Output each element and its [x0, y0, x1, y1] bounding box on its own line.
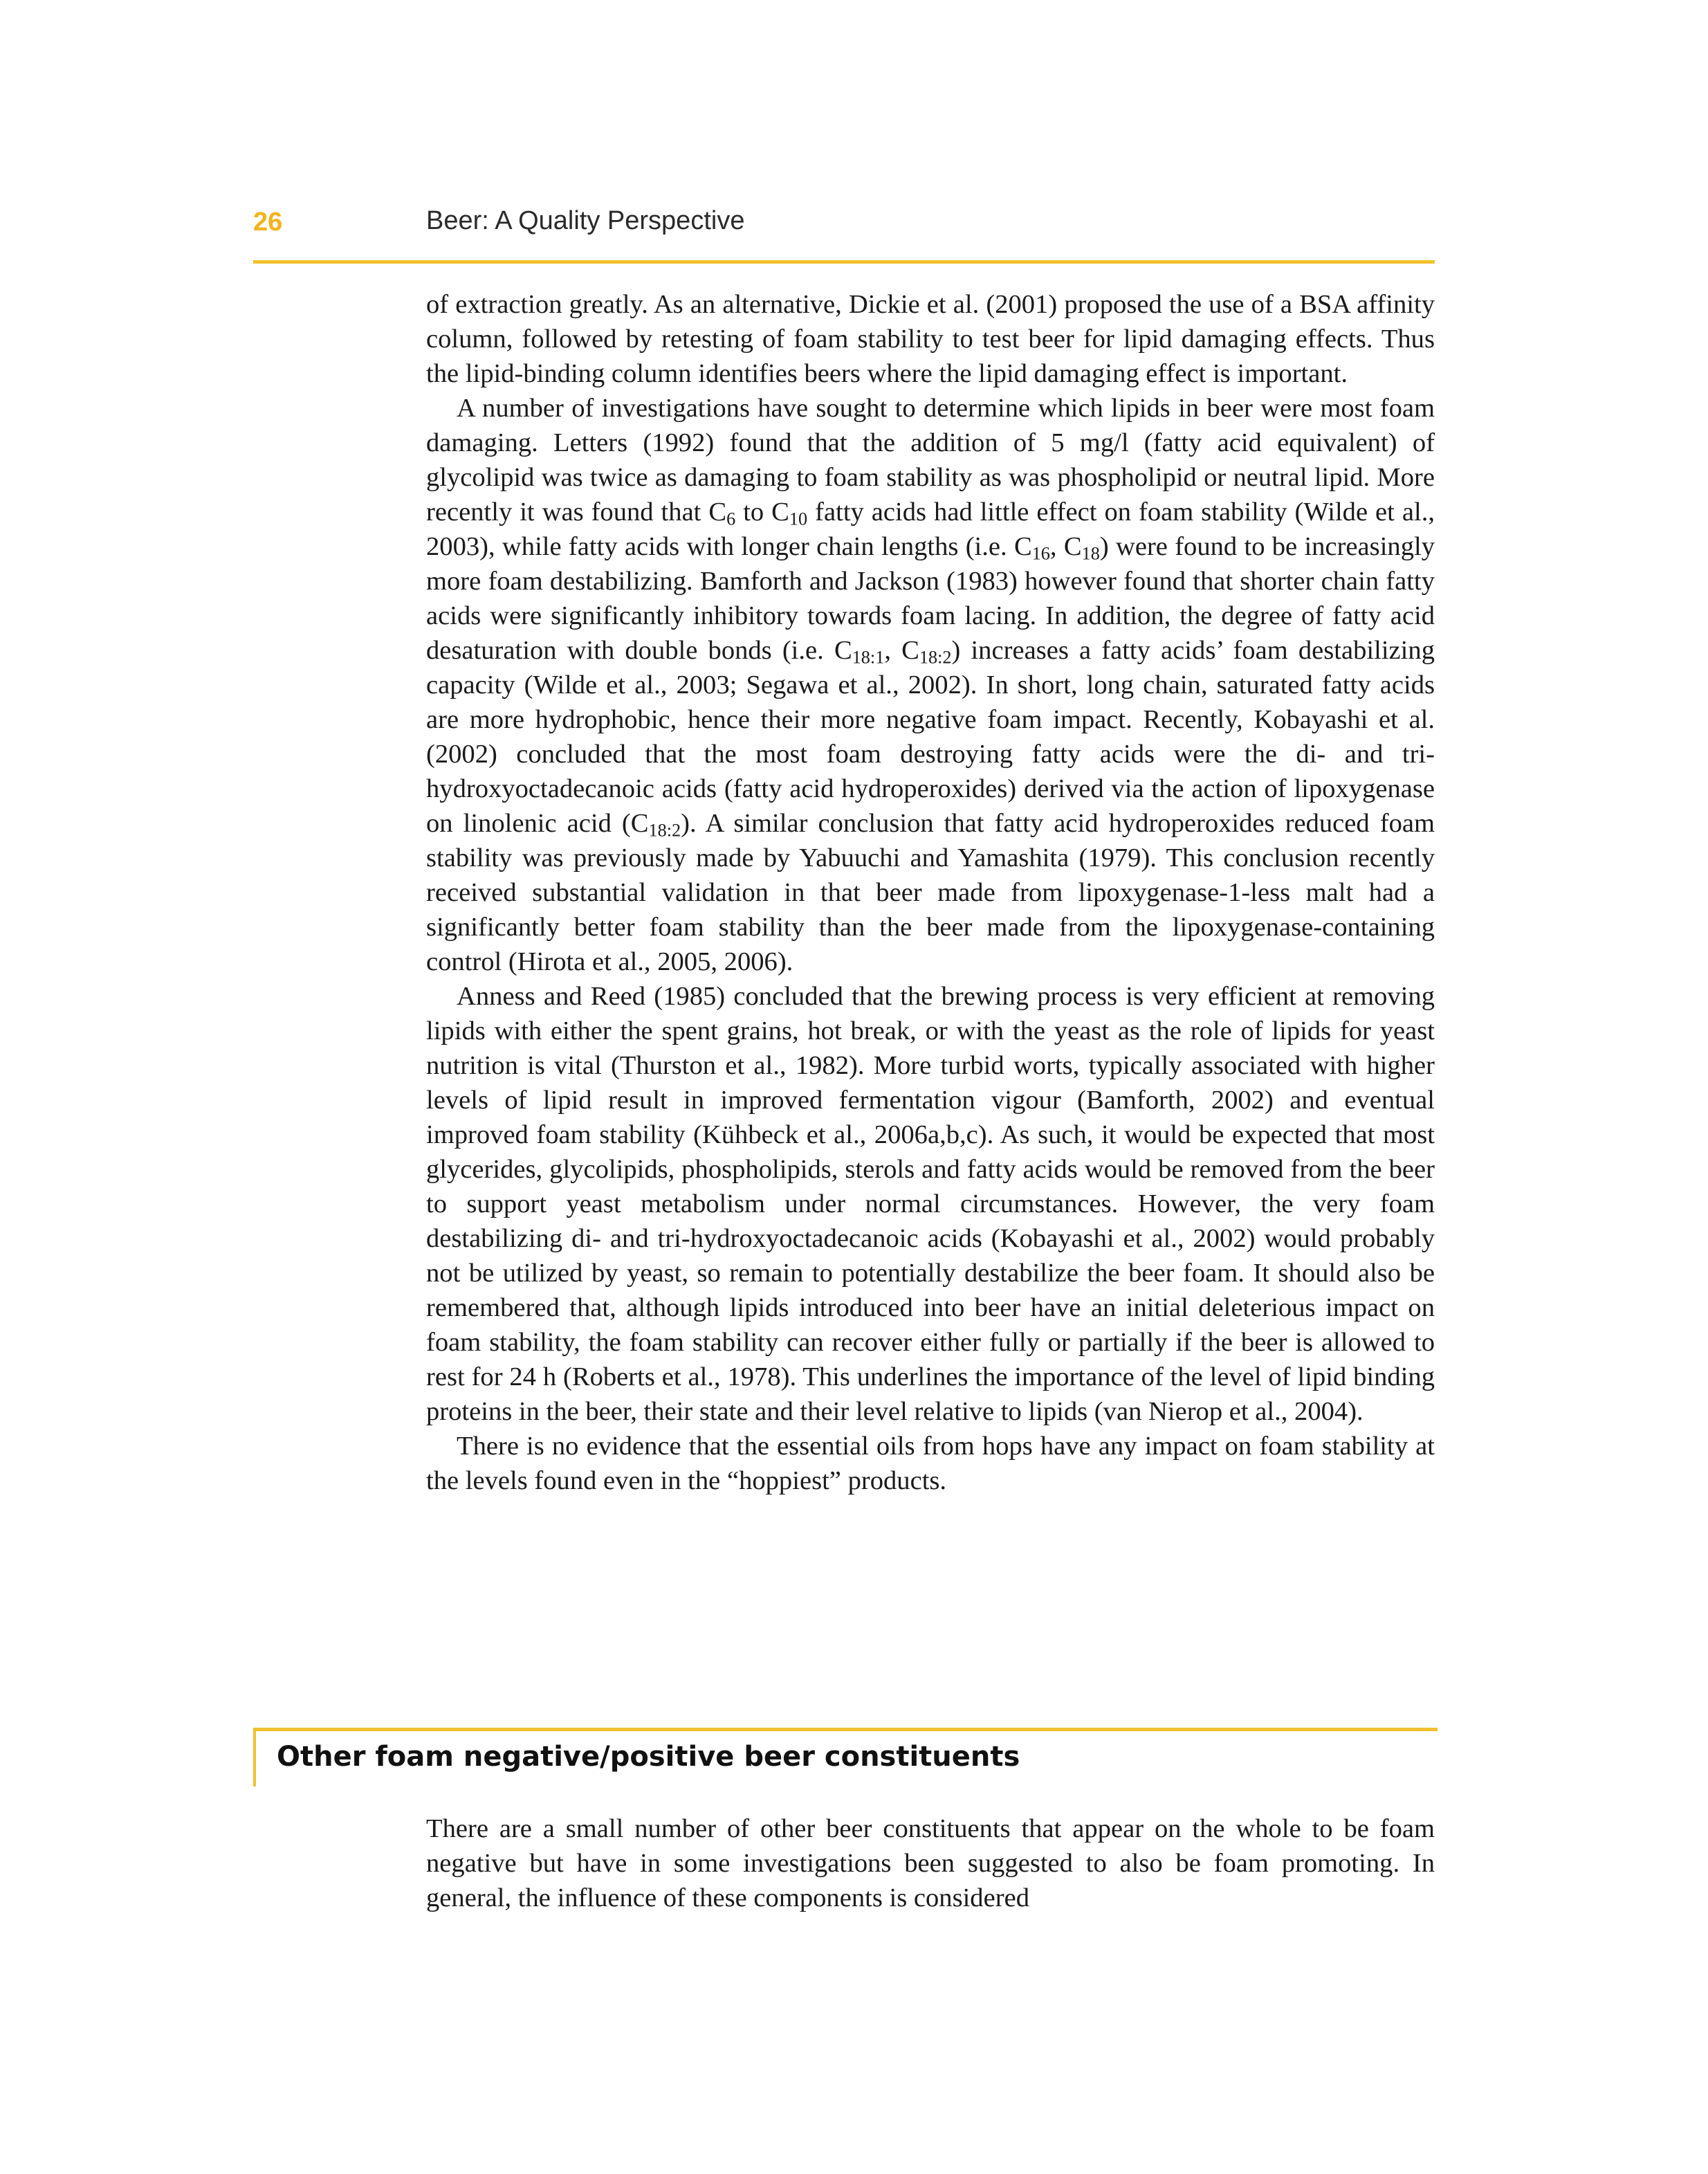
subscript: 18:1 — [852, 647, 885, 668]
paragraph-2-text: , C — [884, 636, 919, 665]
paragraph-2 — [426, 391, 1435, 979]
subscript: 18:2 — [919, 647, 952, 668]
paragraph-1: of extraction greatly. As an alternative, Dickie et al. (2001) proposed the use of a BSA affinity column, followed by retesting of foam stability to test beer for lipid damaging effects. Thus the lipid-binding column identifies beers where the lipid damaging effect is important. — [426, 290, 1435, 388]
subscript: 10 — [789, 509, 808, 529]
paragraph-5: There are a small number of other beer constituents that appear on the whole to be foam negative but have in some investigations been suggested to also be foam promoting. In general, the influence of these components is considered — [426, 1814, 1435, 1912]
paragraph-2-text: to C — [735, 497, 789, 527]
subscript: 6 — [726, 509, 736, 529]
paragraph-2-text: A number of investigations have sought to determine which lipids in beer were most foam damaging. Letters (1992) found that the addition of 5 mg/l (fatty acid equivalent) of glycolipid was twice as damaging to foam stability as was phospholipid or neutral lipid. More recently it was found that C — [426, 394, 1435, 527]
running-title: Beer: A Quality Perspective — [426, 206, 745, 235]
subscript: 18 — [1081, 543, 1100, 564]
paragraph-2-text: ) increases a fatty acids’ foam destabilizing capacity (Wilde et al., 2003; Segawa et al., 2002). In short, long chain, saturated fatty acids are more hydrophobic, hence their more negative foam impact. Recently, Kobayashi et al. (2002) concluded that the most foam destroying fatty acids were the di- and tri-hydroxyoctadecanoic acids (fatty acid hydroperoxides) derived via the action of lipoxygenase on linolenic acid (C — [426, 636, 1435, 838]
section-heading: Other foam negative/positive beer constituents — [277, 1741, 1020, 1773]
page-header — [253, 208, 1435, 264]
section-heading-box — [253, 1728, 1438, 1787]
paragraph-3: Anness and Reed (1985) concluded that the brewing process is very efficient at removing lipids with either the spent grains, hot break, or with the yeast as the role of lipids for yeast nutrition is vital (Thurston et al., 1982). More turbid worts, typically associated with higher levels of lipid result in improved fermentation vigour (Bamforth, 2002) and eventual improved foam stability (Kühbeck et al., 2006a,b,c). As such, it would be expected that most glycerides, glycolipids, phospholipids, sterols and fatty acids would be removed from the beer to support yeast metabolism under normal circumstances. However, the very foam destabilizing di- and tri-hydroxyoctadecanoic acids (Kobayashi et al., 2002) would probably not be utilized by yeast, so remain to potentially destabilize the beer foam. It should also be remembered that, although lipids introduced into beer have an initial deleterious impact on foam stability, the foam stability can recover either fully or partially if the beer is allowed to rest for 24 h (Roberts et al., 1978). This underlines the importance of the level of lipid binding proteins in the beer, their state and their level relative to lipids (van Nierop et al., 2004). — [426, 982, 1435, 1426]
paragraph-2-text: ) were found to be increasingly more foam destabilizing. Bamforth and Jackson (1983) however found that shorter chain fatty acids were significantly inhibitory towards foam lacing. In addition, the degree of fatty acid desaturation with double bonds (i.e. C — [426, 532, 1435, 665]
subscript: 16 — [1031, 543, 1050, 564]
paragraph-2-text: fatty acids had little effect on foam stability (Wilde et al., 2003), while fatty acids with longer chain lengths (i.e. C — [426, 497, 1435, 561]
paragraph-2-text: ). A similar conclusion that fatty acid hydroperoxides reduced foam stability was previously made by Yabuuchi and Yamashita (1979). This conclusion recently received substantial validation in that beer made from lipoxygenase-1-less malt had a significantly better foam stability than the beer made from the lipoxygenase-containing control (Hirota et al., 2005, 2006). — [426, 809, 1435, 976]
paragraph-4: There is no evidence that the essential oils from hops have any impact on foam stability at the levels found even in the “hoppiest” products. — [426, 1432, 1435, 1495]
body-text-main — [426, 287, 1435, 1498]
page-number: 26 — [253, 208, 283, 237]
paragraph-2-text: , C — [1049, 532, 1082, 561]
subscript: 18:2 — [648, 820, 681, 841]
body-text-section — [426, 1811, 1435, 1915]
